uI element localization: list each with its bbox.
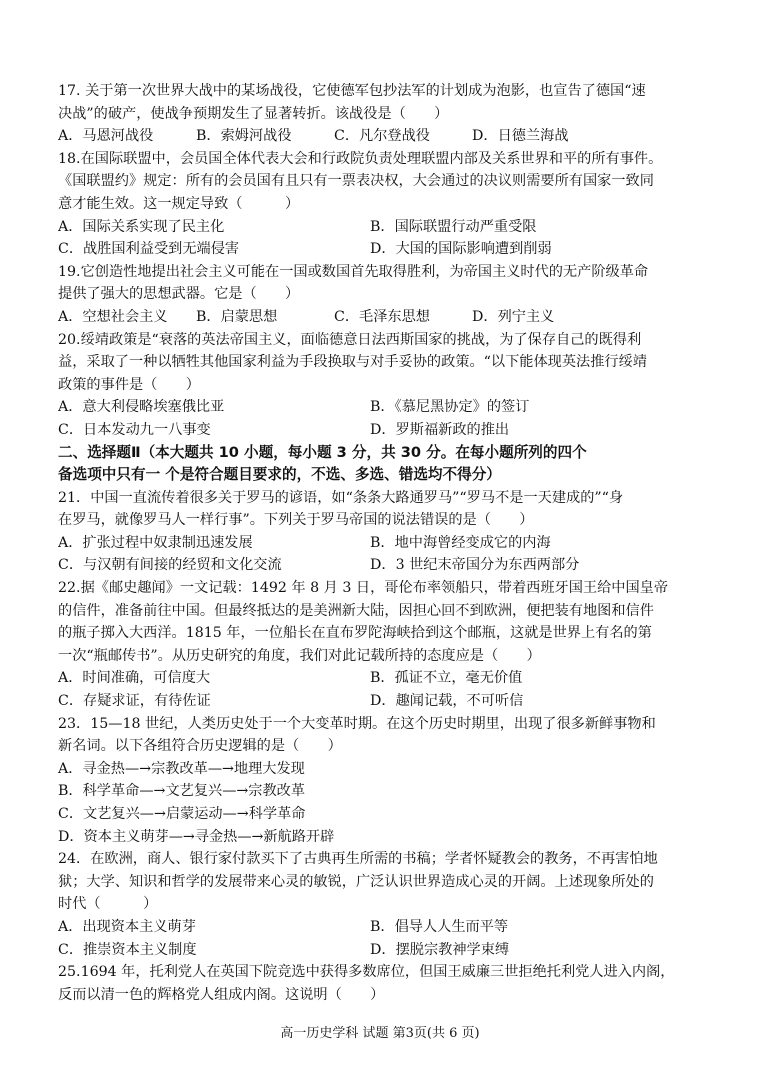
options-row — [58, 419, 710, 442]
options-row — [58, 306, 710, 329]
question-17 — [58, 80, 710, 148]
question-text: 意才能生效。这一规定导致（ ） — [58, 195, 300, 212]
option-b: B．《慕尼黑协定》的签订 — [370, 399, 530, 416]
question-text: 决战”的破产，使战争预期发生了显著转折。该战役是（ ） — [58, 105, 449, 122]
option-a: A．国际关系实现了民主化 — [58, 218, 225, 235]
option-b: B．孤证不立，毫无价值 — [370, 670, 523, 687]
page-footer: 高一历史学科 试题 第3页(共 6 页) — [280, 1026, 480, 1041]
question-24 — [58, 848, 710, 961]
option-c: C．存疑求证，有待佐证 — [58, 693, 211, 710]
question-text: 时代（ ） — [58, 896, 158, 913]
options-row — [58, 396, 710, 419]
question-text: 23．15—18 世纪，人类历史处于一个大变革时期。在这个历史时期里，出现了很多新鲜事物和 — [58, 715, 656, 732]
section-heading — [58, 442, 710, 487]
question-19 — [58, 261, 710, 329]
options-row — [58, 690, 710, 713]
exam-page — [58, 80, 710, 1006]
option-c: C．推崇资本主义制度 — [58, 941, 197, 958]
option-c: C．与汉朝有间接的经贸和文化交流 — [58, 557, 282, 574]
options-row — [58, 667, 710, 690]
question-text: 政策的事件是（ ） — [58, 376, 200, 393]
question-text: 《国联盟约》规定：所有的会员国有且只有一票表决权，大会通过的决议则需要所有国家一致同 — [58, 173, 654, 190]
options-row — [58, 216, 710, 239]
option-a: A．扩张过程中奴隶制迅速发展 — [58, 534, 253, 551]
option-b: B．科学革命—→文艺复兴—→宗教改革 — [58, 783, 306, 800]
question-25 — [58, 961, 710, 1006]
question-text: 17. 关于第一次世界大战中的某场战役，它使德军包抄法军的计划成为泡影，也宣告了德国“速 — [58, 83, 646, 99]
section-title: 二、选择题Ⅱ（本大题共 10 小题，每小题 3 分，共 30 分。在每小题所列的四个 — [58, 443, 587, 461]
option-b: B．倡导人人生而平等 — [370, 918, 509, 935]
option-b: B．国际联盟行动严重受限 — [370, 218, 537, 235]
question-text: 18.在国际联盟中，会员国全体代表大会和行政院负责处理联盟内部及关系世界和平的所有事件。 — [58, 150, 663, 167]
option-a: A．马恩河战役 — [58, 128, 154, 145]
question-22 — [58, 577, 710, 713]
options-row — [58, 532, 710, 555]
question-text: 提供了强大的思想武器。它是（ ） — [58, 286, 300, 303]
option-b: B．地中海曾经变成它的内海 — [370, 534, 551, 551]
options-row — [58, 916, 710, 939]
question-text: 新名词。以下各组符合历史逻辑的是（ ） — [58, 738, 342, 755]
option-d: D．罗斯福新政的推出 — [370, 421, 510, 438]
question-text: 19.它创造性地提出社会主义可能在一国或数国首先取得胜利，为帝国主义时代的无产阶级革命 — [58, 263, 649, 280]
options-row — [58, 554, 710, 577]
option-a: A．时间准确，可信度大 — [58, 670, 211, 687]
option-c: C．毛泽东思想 — [334, 308, 430, 325]
question-text: 反而以清一色的辉格党人组成内阁。这说明（ ） — [58, 986, 385, 1003]
question-text: 22.据《邮史趣闻》一文记载：1492 年 8 月 3 日，哥伦布率领船只，带着西班牙国王给中国皇帝 — [58, 580, 669, 597]
question-text: 20.绥靖政策是“衰落的英法帝国主义，面临德意日法西斯国家的挑战，为了保存自己的既得利 — [58, 331, 642, 348]
options-row — [58, 125, 710, 148]
question-text: 21．中国一直流传着很多关于罗马的谚语，如“条条大路通罗马”“罗马不是一天建成的”“身 — [58, 489, 624, 506]
question-text: 益，采取了一种以牺牲其他国家利益为手段换取与对手妥协的政策。“以下能体现英法推行绥靖 — [58, 354, 647, 371]
question-text: 25.1694 年，托利党人在英国下院竞选中获得多数席位，但国王威廉三世拒绝托利党人进入内阁， — [58, 964, 675, 981]
option-d: D．趣闻记载，不可听信 — [370, 693, 524, 710]
option-d: D．大国的国际影响遭到削弱 — [370, 241, 552, 258]
question-text: 的瓶子掷入大西洋。1815 年，一位船长在直布罗陀海峡拾到这个邮瓶，这就是世界上有名的第 — [58, 625, 652, 642]
question-23 — [58, 713, 710, 849]
question-text: 在罗马，就像罗马人一样行事”。下列关于罗马帝国的说法错误的是（ ） — [58, 512, 534, 529]
option-d: D．摆脱宗教神学束缚 — [370, 941, 510, 958]
option-d: D．列宁主义 — [472, 308, 555, 325]
option-a: A．出现资本主义萌芽 — [58, 918, 196, 935]
question-text: 的信件，准备前往中国。但最终抵达的是美洲新大陆，因担心回不到欧洲，便把装有地图和信件 — [58, 602, 654, 619]
question-text: 狱；大学、知识和哲学的发展带来心灵的敏锐，广泛认识世界造成心灵的开阔。上述现象所处的 — [58, 873, 654, 890]
options-row — [58, 939, 710, 962]
option-a: A．寻金热—→宗教改革—→地理大发现 — [58, 760, 305, 777]
section-title: 备选项中只有一 个是符合题目要求的，不选、多选、错选均不得分） — [58, 466, 501, 484]
question-text: 一次“瓶邮传书”。从历史研究的角度，我们对此记载所持的态度应是（ ） — [58, 647, 541, 664]
option-d: D．3 世纪末帝国分为东西两部分 — [370, 557, 580, 574]
question-text: 24．在欧洲，商人、银行家付款买下了古典再生所需的书稿；学者怀疑教会的教务，不再害怕地 — [58, 851, 658, 868]
question-21 — [58, 487, 710, 577]
options-row — [58, 238, 710, 261]
question-18 — [58, 148, 710, 261]
option-d: D．资本主义萌芽—→寻金热—→新航路开辟 — [58, 828, 335, 845]
option-a: A．空想社会主义 — [58, 308, 168, 325]
option-c: C．凡尔登战役 — [334, 128, 430, 145]
option-d: D．日德兰海战 — [472, 128, 569, 145]
option-c: C．战胜国利益受到无端侵害 — [58, 241, 240, 258]
option-b: B．索姆河战役 — [196, 128, 292, 145]
option-c: C．文艺复兴—→启蒙运动—→科学革命 — [58, 806, 306, 822]
option-b: B．启蒙思想 — [196, 308, 278, 325]
option-a: A．意大利侵略埃塞俄比亚 — [58, 399, 225, 416]
question-20 — [58, 329, 710, 442]
option-c: C．日本发动九一八事变 — [58, 421, 211, 438]
